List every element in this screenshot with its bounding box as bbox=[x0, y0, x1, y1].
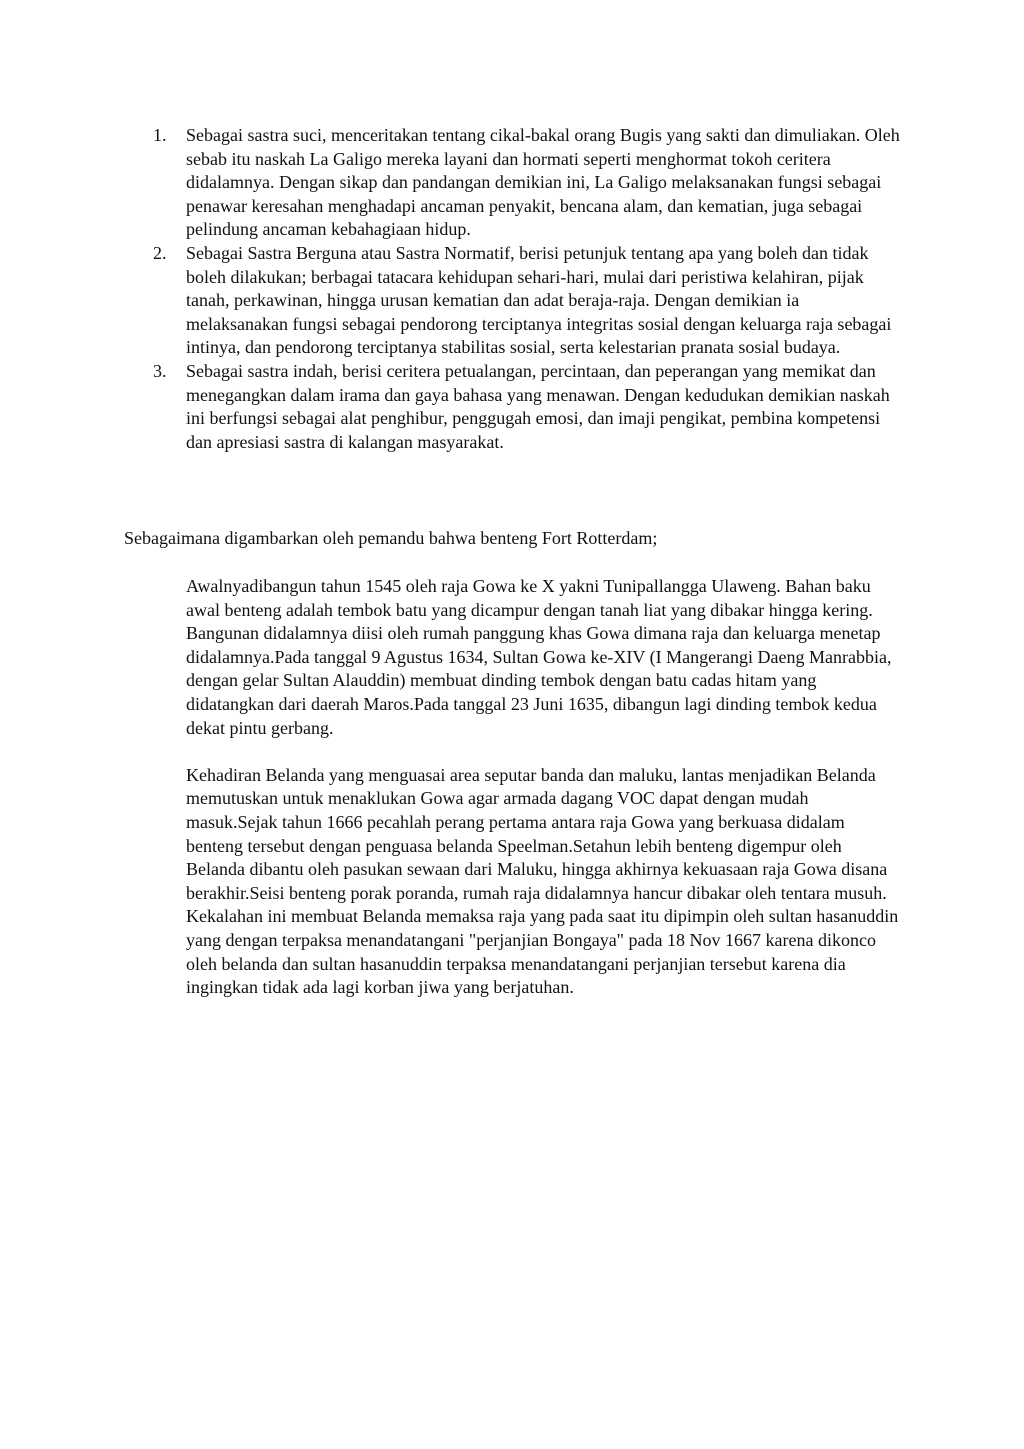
list-item-number: 3. bbox=[153, 360, 167, 381]
quote-block bbox=[186, 575, 902, 1023]
numbered-list bbox=[153, 124, 902, 454]
list-item bbox=[153, 124, 902, 242]
list-item-number: 1. bbox=[153, 125, 167, 145]
list-item-text: Sebagai sastra indah, berisi ceritera petualangan, percintaan, dan peperangan yang memikat dan menegangkan dalam irama dan gaya bahasa yang menawan. Dengan kedudukan demikian naskah ini berfungsi sebagai alat penghibur, penggugah emosi, dan imaji pengikat, pembina kompetensi dan apresiasi sastra di kalangan masyarakat. bbox=[186, 360, 890, 452]
list-item bbox=[153, 242, 902, 360]
list-item bbox=[153, 360, 902, 454]
list-item-text: Sebagai Sastra Berguna atau Sastra Normatif, berisi petunjuk tentang apa yang boleh dan tidak boleh dilakukan; berbagai tatacara kehidupan sehari-hari, mulai dari peristiwa kelahiran, pijak tanah, perkawinan, hingga urusan kematian dan adat beraja-raja. Dengan demikian ia melaksanakan fungsi sebagai pendorong terciptanya integritas sosial dengan keluarga raja sebagai intinya, dan pendorong terciptanya stabilitas sosial, serta kelestarian pranata sosial budaya. bbox=[186, 242, 892, 358]
intro-paragraph: Sebagaimana digambarkan oleh pemandu bahwa benteng Fort Rotterdam; bbox=[124, 528, 658, 548]
list-item-number: 2. bbox=[153, 242, 167, 263]
quote-paragraph: Kehadiran Belanda yang menguasai area seputar banda dan maluku, lantas menjadikan Belanda memutuskan untuk menaklukan Gowa agar armada dagang VOC dapat dengan mudah masuk.Sejak tahun 1666 pecahlah perang pertama antara raja Gowa yang berkuasa didalam benteng tersebut dengan penguasa belanda Speelman.Setahun lebih benteng digempur oleh Belanda dibantu oleh pasukan sewaan dari Maluku, hingga akhirnya kekuasaan raja Gowa disana berakhir.Seisi benteng porak poranda, rumah raja didalamnya hancur dibakar oleh tentara musuh. Kekalahan ini membuat Belanda memaksa raja yang pada saat itu dipimpin oleh sultan hasanuddin yang dengan terpaksa menandatangani "perjanjian Bongaya" pada 18 Nov 1667 karena dikonco oleh belanda dan sultan hasanuddin terpaksa menandatangani perjanjian tersebut karena dia ingingkan tidak ada lagi korban jiwa yang berjatuhan. bbox=[186, 764, 899, 998]
list-item-text: Sebagai sastra suci, menceritakan tentang cikal-bakal orang Bugis yang sakti dan dimuliakan. Oleh sebab itu naskah La Galigo mereka layani dan hormati seperti menghormat tokoh ceritera didalamnya. Dengan sikap dan pandangan demikian ini, La Galigo melaksanakan fungsi sebagai penawar keresahan menghadapi ancaman penyakit, bencana alam, dan kematian, juga sebagai pelindung ancaman kebahagiaan hidup. bbox=[186, 125, 900, 240]
quote-paragraph: Awalnyadibangun tahun 1545 oleh raja Gowa ke X yakni Tunipallangga Ulaweng. Bahan baku awal benteng adalah tembok batu yang dicampur dengan tanah liat yang dibakar hingga kering. Bangunan didalamnya diisi oleh rumah panggung khas Gowa dimana raja dan keluarga menetap didalamnya.Pada tanggal 9 Agustus 1634, Sultan Gowa ke-XIV (I Mangerangi Daeng Manrabbia, dengan gelar Sultan Alauddin) membuat dinding tembok dengan batu cadas hitam yang didatangkan dari daerah Maros.Pada tanggal 23 Juni 1635, dibangun lagi dinding tembok kedua dekat pintu gerbang. bbox=[186, 576, 892, 738]
